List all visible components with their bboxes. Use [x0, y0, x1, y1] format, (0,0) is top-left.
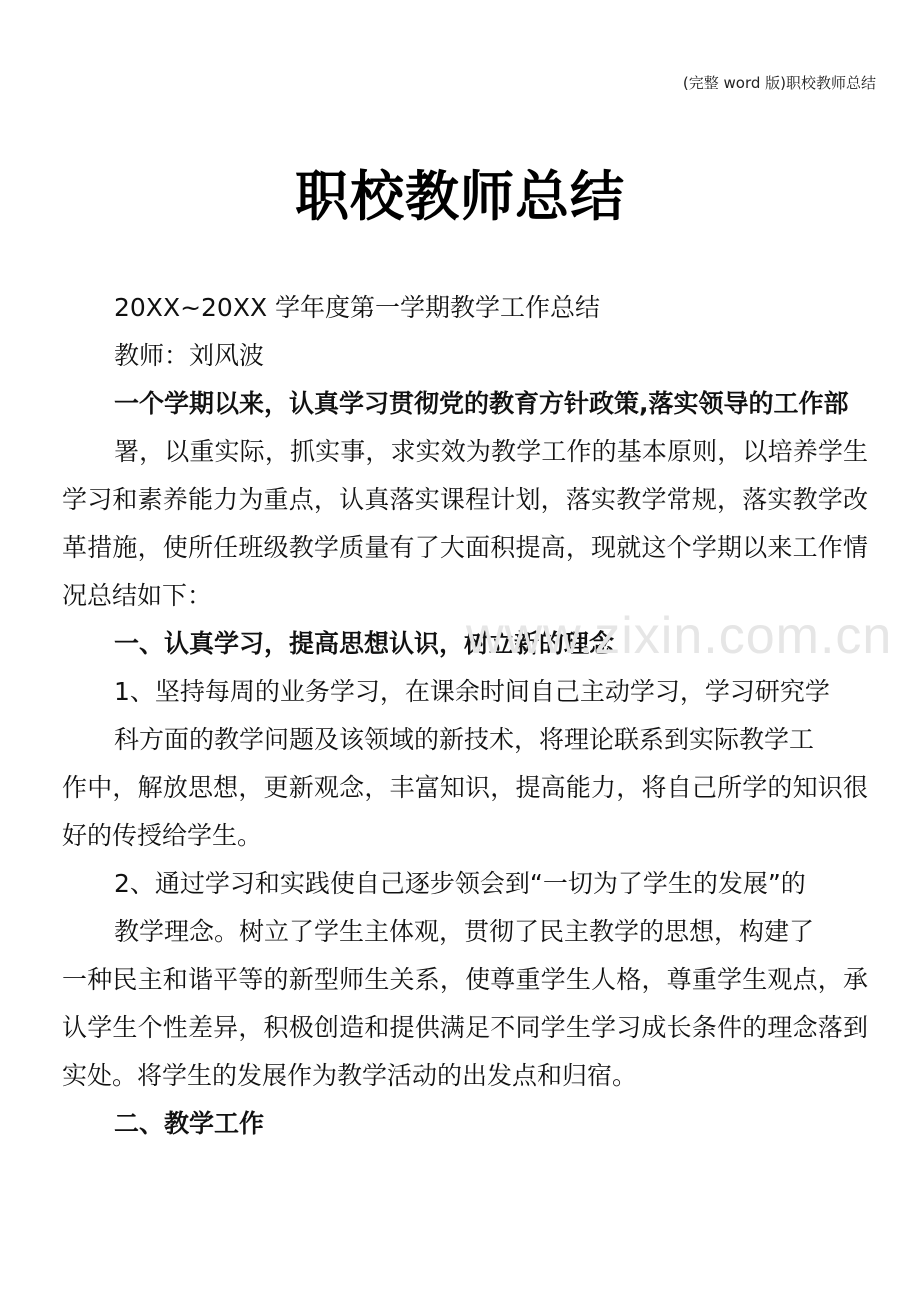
item-2-continuation: 一种民主和谐平等的新型师生关系，使尊重学生人格，尊重学生观点，承认学生个性差异，积极创造和提供满足不同学生学习成长条件的理念落到实处。将学生的发展作为教学活动的出发点和归宿。	[62, 965, 868, 1090]
item-1-continuation: 作中，解放思想，更新观念，丰富知识，提高能力，将自己所学的知识很好的传授给学生。	[62, 773, 868, 850]
document-subtitle: 20XX~20XX 学年度第一学期教学工作总结	[114, 293, 601, 322]
header-note: (完整 word 版)职校教师总结	[682, 74, 876, 92]
intro-bold-paragraph: 一个学期以来，认真学习贯彻党的教育方针政策,落实领导的工作部	[114, 389, 849, 418]
section-heading-1: 一、认真学习，提高思想认识，树立新的理念	[114, 629, 615, 658]
document-body	[62, 284, 868, 1148]
watermark: www.zixin.com.cn	[466, 607, 893, 665]
item-1-line-2: 科方面的教学问题及该领域的新技术，将理论联系到实际教学工	[114, 725, 815, 754]
section-heading-2: 二、教学工作	[114, 1109, 265, 1138]
teacher-line: 教师：刘风波	[114, 341, 265, 370]
item-2-line-2: 教学理念。树立了学生主体观，贯彻了民主教学的思想，构建了	[114, 917, 815, 946]
intro-paragraph: 署，以重实际，抓实事，求实效为教学工作的基本原则，以培养学生学习和素养能力为重点，认真落实课程计划，落实教学常规，落实教学改革措施，使所任班级教学质量有了大面积提高，现就这个学期以来工作情况总结如下：	[62, 437, 868, 610]
document-title: 职校教师总结	[295, 165, 625, 228]
item-1-line-1: 1、坚持每周的业务学习，在课余时间自己主动学习，学习研究学	[114, 677, 830, 706]
item-2-line-1: 2、通过学习和实践使自己逐步领会到“一切为了学生的发展”的	[114, 869, 806, 898]
